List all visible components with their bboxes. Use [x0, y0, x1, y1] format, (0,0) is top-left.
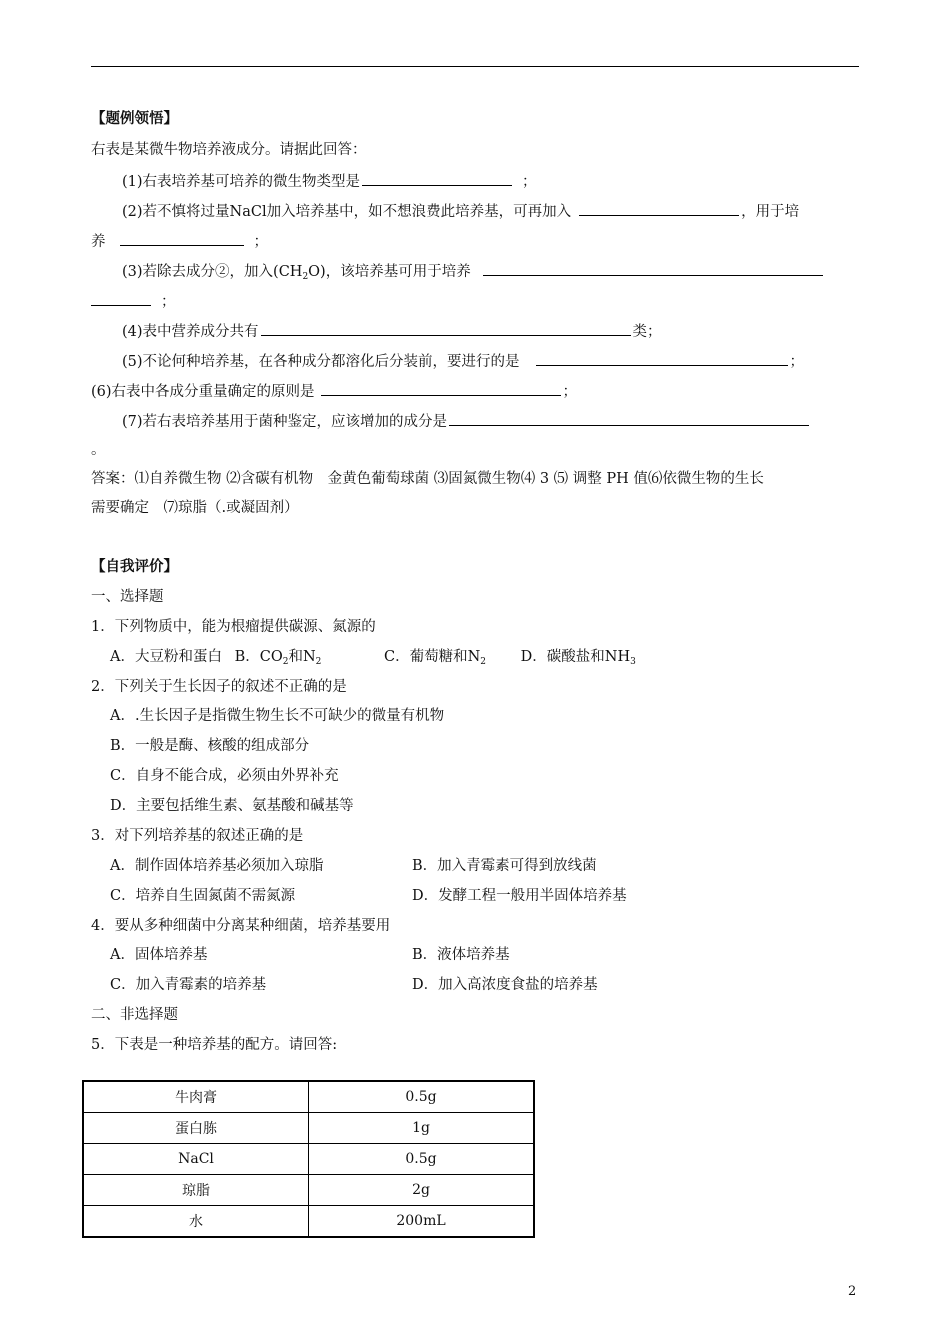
- example-heading: 【题例领悟】: [91, 111, 178, 127]
- option-d[interactable]: D．主要包括维生素、氨基酸和碱基等: [110, 798, 354, 814]
- ingredient-cell: NaCl: [83, 1144, 309, 1175]
- example-q6: (6)右表中各成分重量确定的原则是 ；: [91, 380, 577, 402]
- example-q3: (3)若除去成分②，加入$(CH_2O)$，该培养基可用于培养: [122, 260, 825, 287]
- table-row: [83, 1144, 534, 1175]
- ingredient-cell: 牛肉膏: [83, 1081, 309, 1113]
- example-answer-line2: 需要确定 ⑺琼脂（.或凝固剂）: [91, 500, 299, 516]
- example-q2: (2)若不慎将过量NaCl加入培养基中，如不想浪费此培养基，可再加入 ，用于培: [122, 200, 799, 222]
- question-2: 2．下列关于生长因子的叙述不正确的是: [91, 679, 347, 695]
- answer-blank[interactable]: [483, 260, 823, 276]
- answer-blank[interactable]: [91, 290, 151, 306]
- option-d[interactable]: D．发酵工程一般用半固体培养基: [412, 888, 627, 904]
- amount-cell: 0.5g: [309, 1081, 535, 1113]
- example-answer-line1: 答案：⑴自养微生物 ⑵含碳有机物 金黄色葡萄球菌 ⑶固氮微生物⑷ 3 ⑸ 调整 PH 值⑹依微生物的生长: [91, 471, 764, 487]
- ingredient-cell: 琼脂: [83, 1175, 309, 1206]
- question-1-options: [110, 647, 636, 672]
- page-number: 2: [848, 1284, 857, 1299]
- option-d[interactable]: D．碳酸盐和$NH_3$: [520, 649, 636, 667]
- table-row: [83, 1175, 534, 1206]
- option-a[interactable]: A．.生长因子是指微生物生长不可缺少的微量有机物: [110, 708, 445, 724]
- question-3: 3．对下列培养基的叙述正确的是: [91, 828, 304, 844]
- answer-blank[interactable]: [120, 230, 244, 246]
- question-4: 4．要从多种细菌中分离某种细菌，培养基要用: [91, 918, 391, 934]
- ingredient-cell: 蛋白胨: [83, 1113, 309, 1144]
- question-5: 5．下表是一种培养基的配方。请回答:: [91, 1037, 338, 1053]
- option-a[interactable]: A．制作固体培养基必须加入琼脂: [110, 858, 324, 874]
- table-row: [83, 1081, 534, 1113]
- section-choice: 一、选择题: [91, 589, 164, 605]
- option-c[interactable]: C．葡萄糖和$N_2$: [384, 649, 487, 667]
- example-q2-cont: 养 ；: [91, 230, 268, 252]
- amount-cell: 1g: [309, 1113, 535, 1144]
- table-row: [83, 1113, 534, 1144]
- example-intro: 右表是某微牛物培养液成分。请据此回答：: [91, 142, 367, 158]
- option-a[interactable]: A．固体培养基: [110, 947, 208, 963]
- example-q7: (7)若右表培养基用于菌种鉴定，应该增加的成分是: [122, 410, 811, 432]
- answer-blank[interactable]: [261, 320, 631, 336]
- answer-blank[interactable]: [449, 410, 809, 426]
- example-q3-cont: ；: [91, 290, 176, 312]
- option-b[interactable]: B．$CO_2$和$N_2$: [234, 649, 322, 667]
- recipe-table: [82, 1080, 535, 1238]
- option-c[interactable]: C．培养自生固氮菌不需氮源: [110, 888, 296, 904]
- option-a[interactable]: A．大豆粉和蛋白: [110, 649, 222, 665]
- amount-cell: 200mL: [309, 1206, 535, 1238]
- self-eval-heading: 【自我评价】: [91, 559, 178, 575]
- option-b[interactable]: B．一般是酶、核酸的组成部分: [110, 738, 310, 754]
- option-c[interactable]: C．自身不能合成，必须由外界补充: [110, 768, 339, 784]
- option-b[interactable]: B．加入青霉素可得到放线菌: [412, 858, 597, 874]
- answer-blank[interactable]: [579, 200, 739, 216]
- example-q1: (1)右表培养基可培养的微生物类型是 ；: [122, 170, 537, 192]
- option-d[interactable]: D．加入高浓度食盐的培养基: [412, 977, 598, 993]
- ingredient-cell: 水: [83, 1206, 309, 1238]
- section-non-choice: 二、非选择题: [91, 1007, 178, 1023]
- amount-cell: 0.5g: [309, 1144, 535, 1175]
- option-b[interactable]: B．液体培养基: [412, 947, 510, 963]
- amount-cell: 2g: [309, 1175, 535, 1206]
- table-row: [83, 1206, 534, 1238]
- example-q4: (4)表中营养成分共有 类；: [122, 320, 662, 342]
- example-q7-end: 。: [91, 442, 106, 458]
- example-q5: (5)不论何种培养基，在各种成分都溶化后分装前，要进行的是 ；: [122, 350, 804, 372]
- question-1: 1．下列物质中，能为根瘤提供碳源、氮源的: [91, 619, 376, 635]
- answer-blank[interactable]: [321, 380, 561, 396]
- answer-blank[interactable]: [362, 170, 512, 186]
- header-rule: [91, 66, 859, 67]
- option-c[interactable]: C．加入青霉素的培养基: [110, 977, 267, 993]
- answer-blank[interactable]: [536, 350, 788, 366]
